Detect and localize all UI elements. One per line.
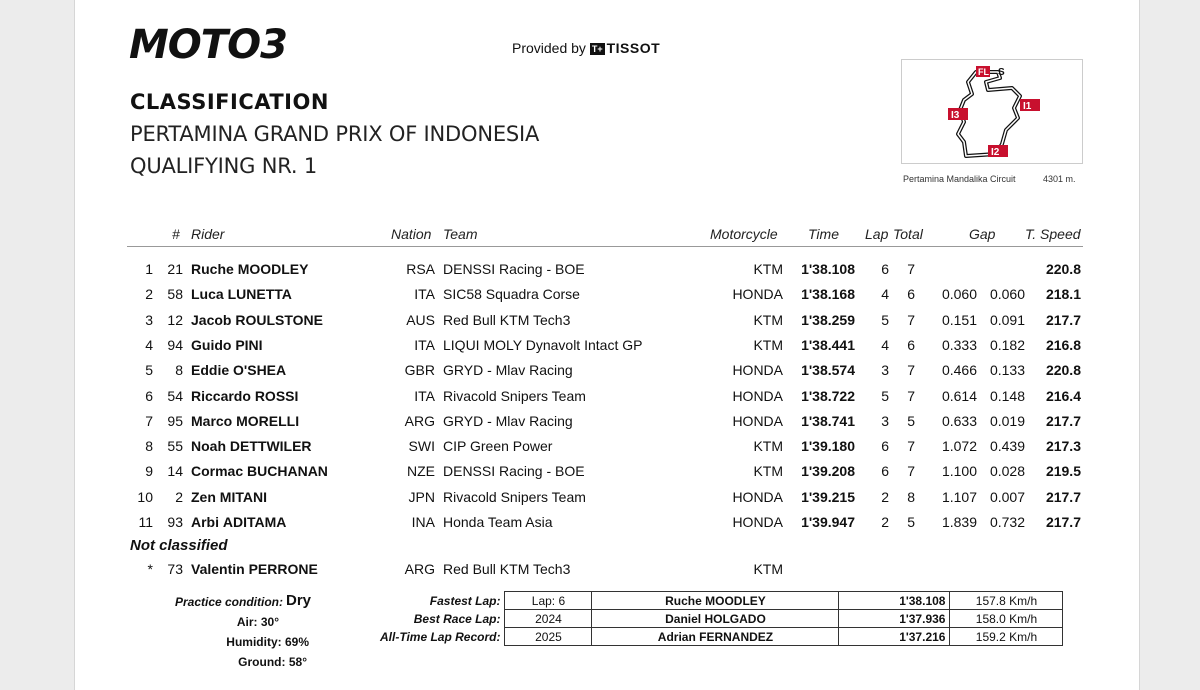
row-total: 7 <box>907 311 915 328</box>
practice-condition-label: Practice condition: <box>174 595 283 609</box>
row-rider <box>191 388 298 404</box>
row-motorcycle: HONDA <box>732 412 783 429</box>
row-speed: 216.4 <box>1045 387 1081 404</box>
row-gap-prev: 0.091 <box>989 311 1025 328</box>
tissot-icon: T+ <box>591 44 603 55</box>
humidity-label-text: Humidity: <box>226 635 282 649</box>
rider-last-name: BUCHANAN <box>247 463 328 480</box>
rider-first-name: Ruche <box>191 261 234 277</box>
row-pos: 1 <box>145 261 153 277</box>
row-gap-prev: 0.182 <box>989 336 1025 353</box>
row-time: 1'39.215 <box>801 488 855 505</box>
row-speed: 217.7 <box>1045 488 1081 505</box>
rider-last-name: MITANI <box>219 488 267 505</box>
rider-first-name: Valentin <box>191 561 245 577</box>
rider-last-name: LUNETTA <box>227 286 292 303</box>
row-pos: 2 <box>145 286 153 303</box>
row-lap: 5 <box>881 311 889 328</box>
header-divider <box>127 246 1083 247</box>
row-gap-first: 0.614 <box>941 387 977 404</box>
row-rider <box>191 362 286 378</box>
row-pos: 4 <box>145 336 153 353</box>
row-gap-first: 0.633 <box>941 412 977 429</box>
row-team: Rivacold Snipers Team <box>443 488 586 505</box>
row-motorcycle: HONDA <box>732 514 783 530</box>
rider-first-name: Marco <box>191 412 233 429</box>
rider-first-name: Guido <box>191 336 232 353</box>
rider-first-name: Jacob <box>191 311 232 328</box>
lap-record-time: 1'38.108 <box>839 592 950 610</box>
ground-label <box>135 655 307 669</box>
col-nation: Nation <box>391 226 432 242</box>
col-team: Team <box>443 226 478 242</box>
rider-first-name: Zen <box>191 488 216 505</box>
row-team: SIC58 Squadra Corse <box>443 286 580 303</box>
row-time: 1'39.208 <box>801 463 855 480</box>
row-time: 1'38.259 <box>801 311 855 328</box>
row-num: 21 <box>167 261 183 277</box>
row-gap-prev: 0.060 <box>989 286 1025 303</box>
row-pos: 6 <box>145 387 153 404</box>
row-motorcycle: HONDA <box>732 488 783 505</box>
humidity-label <box>135 635 309 649</box>
col-speed: T. Speed <box>1025 226 1081 242</box>
row-motorcycle: HONDA <box>732 286 783 303</box>
row-gap-first: 0.466 <box>941 362 977 379</box>
row-num: 55 <box>167 438 183 455</box>
row-nation: ARG <box>404 561 435 577</box>
track-name: Pertamina Mandalika Circuit <box>903 174 1016 184</box>
row-pos: 5 <box>145 362 153 379</box>
row-nation: GBR <box>404 362 435 379</box>
air-value: 30° <box>260 615 279 629</box>
sponsor-name: TISSOT <box>606 40 661 56</box>
rider-first-name: Cormac <box>191 463 244 480</box>
row-pos: 9 <box>145 463 153 480</box>
row-num: 73 <box>167 561 183 577</box>
marker-fl: FL <box>978 67 989 77</box>
row-motorcycle: KTM <box>753 261 783 277</box>
row-time: 1'39.947 <box>801 514 855 530</box>
row-lap: 3 <box>881 362 889 379</box>
row-rider <box>191 261 308 277</box>
col-time: Time <box>808 226 839 242</box>
row-team: Red Bull KTM Tech3 <box>443 561 571 577</box>
row-gap-prev: 0.019 <box>989 412 1025 429</box>
row-nation: ARG <box>404 412 435 429</box>
row-nation: JPN <box>408 488 435 505</box>
ground-label-text: Ground: <box>238 655 286 669</box>
rider-last-name: ROULSTONE <box>235 311 323 328</box>
row-time: 1'38.441 <box>801 336 855 353</box>
marker-i2: I2 <box>991 147 1000 158</box>
row-pos: 8 <box>145 438 153 455</box>
row-total: 8 <box>907 488 915 505</box>
row-speed: 217.7 <box>1045 412 1081 429</box>
lap-record-col: 2025 <box>505 628 592 646</box>
row-rider <box>191 463 328 479</box>
lap-record-time: 1'37.936 <box>839 610 950 628</box>
col-rider: Rider <box>191 226 225 242</box>
row-gap-prev: 0.148 <box>989 387 1025 404</box>
row-team: GRYD - Mlav Racing <box>443 412 573 429</box>
rider-last-name: O'SHEA <box>233 362 287 379</box>
rider-first-name: Arbi <box>191 514 219 530</box>
lap-record-time: 1'37.216 <box>839 628 950 646</box>
lap-record-col: Lap: 6 <box>505 592 592 610</box>
event-name: PERTAMINA GRAND PRIX OF INDONESIA <box>130 122 540 146</box>
practice-condition-value: Dry <box>286 592 312 609</box>
lap-record-label: Fastest Lap: <box>429 593 501 608</box>
row-speed: 217.7 <box>1045 514 1081 530</box>
row-motorcycle: HONDA <box>732 362 783 379</box>
air-label <box>135 615 279 629</box>
lap-record-label: All-Time Lap Record: <box>380 629 501 644</box>
lap-record-row <box>376 628 1063 646</box>
row-total: 7 <box>907 362 915 379</box>
rider-last-name: ADITAMA <box>222 514 287 530</box>
row-gap-prev: 0.028 <box>989 463 1025 480</box>
row-rider <box>191 286 292 302</box>
lap-record-col: 2024 <box>505 610 592 628</box>
marker-i1: I1 <box>1023 101 1032 112</box>
col-motorcycle: Motorcycle <box>710 226 778 242</box>
row-speed: 217.3 <box>1045 438 1081 455</box>
row-lap: 5 <box>881 387 889 404</box>
row-num: 12 <box>167 311 183 328</box>
row-motorcycle: KTM <box>753 463 783 480</box>
session-name: QUALIFYING NR. 1 <box>130 154 317 178</box>
row-team: LIQUI MOLY Dynavolt Intact GP <box>443 336 643 353</box>
humidity-value: 69% <box>284 635 309 649</box>
rider-last-name: PINI <box>235 336 263 353</box>
rider-first-name: Eddie <box>191 362 230 379</box>
row-rider <box>191 438 312 454</box>
row-lap: 3 <box>881 412 889 429</box>
row-speed: 219.5 <box>1045 463 1081 480</box>
col-total: Total <box>893 226 923 242</box>
row-speed: 220.8 <box>1045 261 1081 277</box>
row-time: 1'39.180 <box>801 438 855 455</box>
row-total: 7 <box>907 438 915 455</box>
row-gap-first: 0.060 <box>941 286 977 303</box>
marker-s: S <box>998 67 1005 78</box>
lap-record-speed: 158.0 Km/h <box>950 610 1063 628</box>
row-num: 94 <box>167 336 183 353</box>
row-motorcycle: KTM <box>753 561 783 577</box>
marker-i3: I3 <box>951 110 960 121</box>
row-team: Red Bull KTM Tech3 <box>443 311 571 328</box>
col-lap: Lap <box>865 226 889 242</box>
row-num: 2 <box>175 488 183 505</box>
row-team: DENSSI Racing - BOE <box>443 261 585 277</box>
rider-last-name: DETTWILER <box>229 438 312 455</box>
row-num: 93 <box>167 514 183 530</box>
rider-first-name: Noah <box>191 438 226 455</box>
row-total: 6 <box>907 286 915 303</box>
row-rider <box>191 413 299 429</box>
provided-by-label: Provided by <box>512 40 586 56</box>
row-pos: 3 <box>145 311 153 328</box>
lap-record-row <box>376 610 1063 628</box>
row-nation: SWI <box>408 438 435 455</box>
classification-sheet <box>74 0 1140 690</box>
provided-by <box>512 40 660 56</box>
row-motorcycle: KTM <box>753 311 783 328</box>
row-gap-prev: 0.439 <box>989 438 1025 455</box>
row-gap-first: 0.333 <box>941 336 977 353</box>
row-nation: ITA <box>414 286 435 303</box>
row-team: CIP Green Power <box>443 438 553 455</box>
row-nation: ITA <box>414 336 435 353</box>
row-rider <box>191 514 286 530</box>
row-gap-prev: 0.732 <box>989 514 1025 530</box>
row-rider <box>191 312 323 328</box>
row-rider <box>191 337 263 353</box>
track-map-drawing <box>902 60 1082 163</box>
row-total: 5 <box>907 412 915 429</box>
row-lap: 6 <box>881 261 889 277</box>
row-nation: NZE <box>407 463 435 480</box>
rider-last-name: PERRONE <box>248 561 318 577</box>
row-total: 6 <box>907 336 915 353</box>
rider-last-name: ROSSI <box>254 387 299 404</box>
not-classified-label: Not classified <box>130 537 228 554</box>
row-gap-first: 1.107 <box>941 488 977 505</box>
row-time: 1'38.741 <box>801 412 855 429</box>
row-pos: 11 <box>138 514 153 530</box>
row-total: 7 <box>907 387 915 404</box>
row-team: GRYD - Mlav Racing <box>443 362 573 379</box>
page-title: CLASSIFICATION <box>130 90 329 114</box>
row-gap-first: 1.072 <box>941 438 977 455</box>
row-speed: 218.1 <box>1045 286 1081 303</box>
row-speed: 220.8 <box>1045 362 1081 379</box>
lap-record-rider: Ruche MOODLEY <box>592 592 839 610</box>
row-team: Rivacold Snipers Team <box>443 387 586 404</box>
track-length: 4301 m. <box>1043 174 1076 184</box>
row-num: 8 <box>175 362 183 379</box>
row-gap-first: 1.839 <box>941 514 977 530</box>
rider-first-name: Riccardo <box>191 387 251 404</box>
row-total: 5 <box>907 514 915 530</box>
row-speed: 216.8 <box>1045 336 1081 353</box>
row-nation: RSA <box>406 261 435 277</box>
row-nation: INA <box>411 514 435 530</box>
lap-record-rider: Daniel HOLGADO <box>592 610 839 628</box>
row-num: 95 <box>167 412 183 429</box>
row-team: Honda Team Asia <box>443 514 553 530</box>
lap-record-label: Best Race Lap: <box>413 611 501 626</box>
row-num: 58 <box>167 286 183 303</box>
lap-record-rider: Adrian FERNANDEZ <box>592 628 839 646</box>
air-label-text: Air: <box>236 615 258 629</box>
row-num: 14 <box>167 463 183 480</box>
rider-last-name: MORELLI <box>236 412 300 429</box>
row-time: 1'38.722 <box>801 387 855 404</box>
track-map <box>901 59 1083 164</box>
row-pos: 7 <box>145 412 153 429</box>
row-lap: 4 <box>881 286 889 303</box>
row-lap: 2 <box>881 514 889 530</box>
row-motorcycle: KTM <box>753 336 783 353</box>
row-motorcycle: HONDA <box>732 387 783 404</box>
row-rider <box>191 561 318 577</box>
row-time: 1'38.168 <box>801 286 855 303</box>
row-total: 7 <box>907 261 915 277</box>
row-pos: * <box>147 561 153 577</box>
row-speed: 217.7 <box>1045 311 1081 328</box>
ground-value: 58° <box>288 655 307 669</box>
row-lap: 6 <box>881 463 889 480</box>
row-num: 54 <box>167 387 183 404</box>
row-time: 1'38.108 <box>801 261 855 277</box>
col-num: # <box>172 226 180 242</box>
lap-records-table <box>376 591 1063 646</box>
row-team: DENSSI Racing - BOE <box>443 463 585 480</box>
rider-first-name: Luca <box>191 286 224 303</box>
row-nation: ITA <box>414 387 435 404</box>
rider-last-name: MOODLEY <box>237 261 309 277</box>
row-gap-prev: 0.133 <box>989 362 1025 379</box>
col-gap: Gap <box>969 226 996 242</box>
row-gap-prev: 0.007 <box>989 488 1025 505</box>
lap-record-speed: 159.2 Km/h <box>950 628 1063 646</box>
row-gap-first: 1.100 <box>941 463 977 480</box>
lap-record-row <box>376 592 1063 610</box>
row-lap: 4 <box>881 336 889 353</box>
row-nation: AUS <box>406 311 435 328</box>
row-pos: 10 <box>137 488 153 505</box>
row-motorcycle: KTM <box>753 438 783 455</box>
row-rider <box>191 489 267 505</box>
row-total: 7 <box>907 463 915 480</box>
lap-record-speed: 157.8 Km/h <box>950 592 1063 610</box>
row-lap: 2 <box>881 488 889 505</box>
row-lap: 6 <box>881 438 889 455</box>
moto3-logo: MOTO3 <box>129 22 287 68</box>
row-time: 1'38.574 <box>801 362 855 379</box>
row-gap-first: 0.151 <box>941 311 977 328</box>
